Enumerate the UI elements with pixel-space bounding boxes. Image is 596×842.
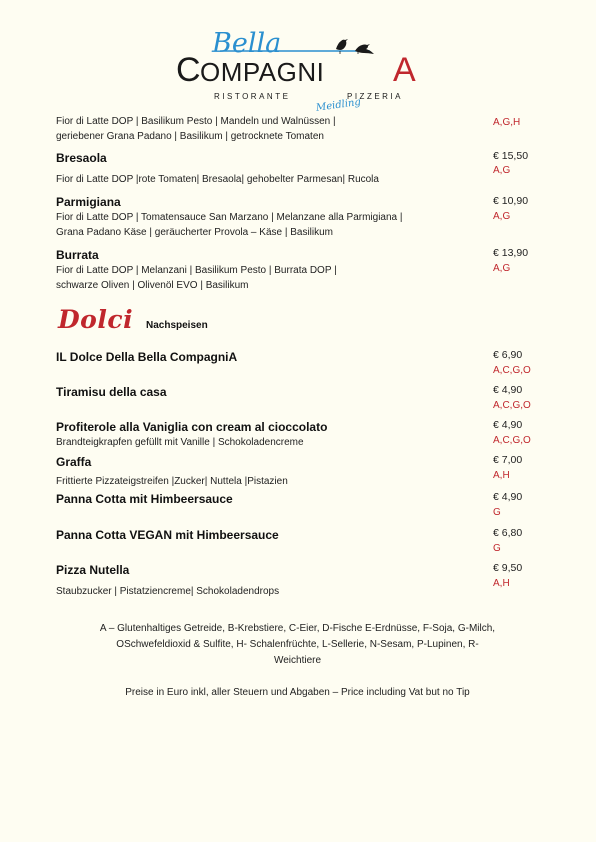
item-allergens: A,G	[493, 263, 511, 274]
menu-item	[56, 195, 546, 240]
item-allergens: A,C,G,O	[493, 365, 531, 376]
item-price: € 13,90	[493, 247, 529, 259]
section-title-dolci: Dolci	[58, 305, 134, 334]
item-name: Graffa	[56, 455, 92, 469]
logo-location: Meidling	[315, 96, 362, 114]
item-allergens: A,G	[493, 211, 511, 222]
logo-left-word: RISTORANTE	[214, 92, 291, 101]
item-name: Tiramisu della casa	[56, 385, 167, 399]
item-description: Fior di Latte DOP | Tomatensauce San Marzano | Melanzane alla Parmigiana |	[56, 212, 403, 223]
item-description: Brandteigkrapfen gefüllt mit Vanille | Schokoladencreme	[56, 437, 304, 448]
item-price: € 10,90	[493, 195, 529, 207]
item-name: Burrata	[56, 248, 99, 262]
logo-graphic	[170, 28, 430, 118]
menu-item	[56, 114, 546, 144]
logo-right-word: PIZZERIA	[347, 92, 404, 101]
item-allergens: A,G,H	[493, 117, 521, 128]
item-price: € 4,90	[493, 491, 523, 503]
logo-main-word: OMPAGNI	[200, 57, 325, 87]
item-allergens: A,C,G,O	[493, 400, 531, 411]
menu-item	[56, 528, 546, 543]
legend-line: A – Glutenhaltiges Getreide, B-Krebstiere, C-Eier, D-Fische E-Erdnüsse, F-Soja, G-Milch,	[99, 623, 496, 634]
item-name: Panna Cotta VEGAN mit Himbeersauce	[56, 528, 279, 542]
item-description: Fior di Latte DOP |rote Tomaten| Bresaola| gehobelter Parmesan| Rucola	[56, 174, 379, 185]
logo-letter-c: C	[176, 51, 201, 89]
item-name: Bresaola	[56, 151, 107, 165]
logo-script: Bella	[212, 28, 282, 59]
item-description: Frittierte Pizzateigstreifen |Zucker| Nuttela |Pistazien	[56, 476, 288, 487]
item-description: Staubzucker | Pistatziencreme| Schokoladendrops	[56, 586, 280, 597]
item-allergens: G	[493, 543, 501, 554]
item-name: IL Dolce Della Bella CompagniA	[56, 350, 238, 364]
menu-item	[56, 151, 546, 187]
section-subtitle: Nachspeisen	[146, 320, 208, 331]
item-allergens: A,C,G,O	[493, 435, 531, 446]
item-price: € 9,50	[493, 562, 523, 574]
item-description: Fior di Latte DOP | Melanzani | Basilikum Pesto | Burrata DOP |	[56, 265, 337, 276]
item-allergens: G	[493, 507, 501, 518]
item-name: Profiterole alla Vaniglia con cream al cioccolato	[56, 420, 328, 434]
item-price: € 4,90	[493, 419, 523, 431]
menu-item	[56, 350, 546, 365]
menu-item	[56, 385, 546, 400]
item-price: € 4,90	[493, 384, 523, 396]
item-price: € 6,80	[493, 527, 523, 539]
menu-item	[56, 455, 546, 489]
crows-icon	[336, 39, 374, 54]
item-price: € 15,50	[493, 150, 529, 162]
item-description: geriebener Grana Padano | Basilikum | getrocknete Tomaten	[56, 131, 324, 142]
restaurant-logo	[170, 28, 430, 118]
item-description: Fior di Latte DOP | Basilikum Pesto | Mandeln und Walnüssen |	[56, 116, 336, 127]
menu-item	[56, 563, 546, 599]
menu-item	[56, 248, 546, 293]
menu-item	[56, 492, 546, 507]
allergen-legend	[70, 621, 525, 669]
item-name: Panna Cotta mit Himbeersauce	[56, 492, 233, 506]
item-allergens: A,G	[493, 165, 511, 176]
menu-item	[56, 420, 546, 450]
price-note: Preise in Euro inkl, aller Steuern und Abgaben – Price including Vat but no Tip	[125, 687, 470, 698]
item-name: Pizza Nutella	[56, 563, 130, 577]
item-allergens: A,H	[493, 470, 510, 481]
legend-line: OSchwefeldioxid & Sulfite, H- Schalenfrüchte, L-Sellerie, N-Sesam, P-Lupinen, R-	[116, 639, 479, 650]
item-name: Parmigiana	[56, 195, 121, 209]
item-price: € 6,90	[493, 349, 523, 361]
item-allergens: A,H	[493, 578, 510, 589]
legend-line: Weichtiere	[273, 655, 322, 666]
item-description: schwarze Oliven | Olivenöl EVO | Basilikum	[56, 280, 249, 291]
logo-letter-a: A	[393, 51, 416, 89]
item-price: € 7,00	[493, 454, 523, 466]
item-description: Grana Padano Käse | geräucherter Provola – Käse | Basilikum	[56, 227, 334, 238]
